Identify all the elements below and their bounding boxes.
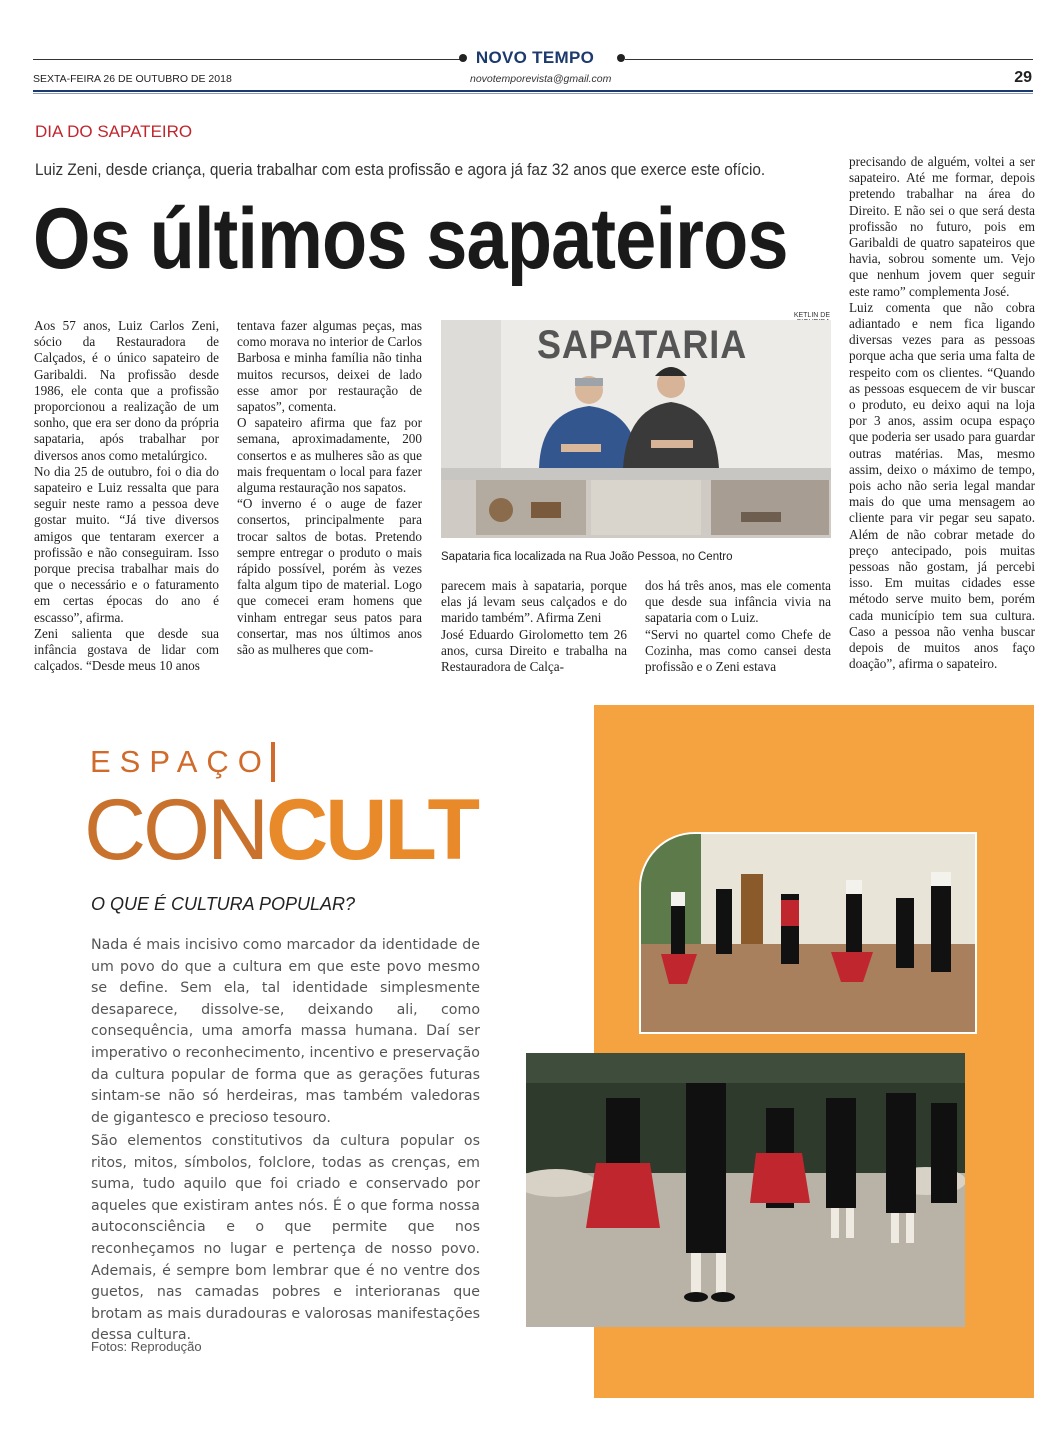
brand-espaco: ESPAÇO: [90, 744, 271, 779]
brand-con: CON: [84, 782, 267, 878]
dance-photo-top-illustration: [641, 834, 975, 1032]
photo-credit: KETLIN DE: [793, 312, 830, 319]
article-column-4: dos há três anos, mas ele comenta que desde sua infância vivia na sapataria com o Luiz. “Servi no quartel como Chefe de Cozinha, mas como cansei desta profissão e o Zeni estava: [645, 578, 831, 675]
brand-divider: [271, 742, 275, 782]
header-rule-right: [625, 59, 1033, 60]
brand-concult: [84, 780, 477, 880]
dance-photo-top: [639, 832, 977, 1034]
section-label: DIA DO SAPATEIRO: [35, 122, 193, 141]
dance-photo-bottom-illustration: [526, 1053, 965, 1327]
shop-sign: SAPATARIA: [537, 323, 748, 367]
header-rule-left: [33, 59, 461, 60]
issue-date: SEXTA-FEIRA 26 DE OUTUBRO DE 2018: [33, 73, 232, 85]
concult-subtitle: O QUE É CULTURA POPULAR?: [91, 894, 356, 914]
brand-cult: CULT: [266, 782, 478, 878]
masthead: NOVO TEMPO: [475, 48, 595, 67]
article-column-5: precisando de alguém, voltei a ser sapateiro. Até me formar, depois pretendo trabalhar na área do Direito. E não sei o que será desta profissão no futuro, pois em Garibaldi de quatro sapateiros que havia, sobrou somente um. Vejo que nenhum jovem quer seguir este ramo” complementa José. Luiz comenta que não cobra adiantado e nem fica ligando diversas vezes para as pessoas porque acha que seria uma falta de respeito com os clientes. “Quando as pessoas esquecem de vir buscar o produto, eu deixo aqui na loja por 3 anos, assim ocupa espaço que poderia ser usado para guardar outras matérias. Mas, mesmo assim, deixo o máximo de tempo, pois acho não seria legal mandar mais do que uma mensagem ao cliente para vir pegar seu sapato. Além de não cobrar metade do preço antecipado, pois muitas pessoas não gostam, já percebi isso. Em muitas cidades esse método serve muito bem, porém cada município tem sua cultura. Caso a pessoa não venha buscar depois de muitos anos faço doação”, afirma o sapateiro.: [849, 154, 1035, 672]
concult-paragraph-1: Nada é mais incisivo como marcador da identidade de um povo do que a cultura em que este povo mesmo se define. Sem ela, tal identidade simplesmente desaparece, dissolve-se, deixando ali, como consequência, uma amorfa massa humana. Daí ser imperativo o reconhecimento, incentivo e preservação da cultura popular de forma que as gerações futuras sintam-se não só herdeiras, mas também valedoras de gigantesco e precioso tesouro.: [91, 937, 480, 1126]
photo-source: Fotos: Reprodução: [91, 1339, 202, 1354]
header-bullet-left: [459, 54, 467, 62]
photo-caption: Sapataria fica localizada na Rua João Pessoa, no Centro: [441, 551, 733, 563]
article-column-3: parecem mais à sapataria, porque elas já levam seus calçados e do marido também”. Afirma Zeni José Eduardo Girolometto tem 26 anos, cursa Direito e trabalha na Restauradora de Calça-: [441, 578, 627, 675]
shop-photo: [441, 320, 831, 538]
article-column-1: Aos 57 anos, Luiz Carlos Zeni, sócio da Restauradora de Calçados, é o único sapateiro de Garibaldi. Na profissão desde 1986, ele conta que a profissão proporcionou a realização de um sonho, que era ser dono da própria sapataria, após trabalhar por diversos anos como metalúrgico. No dia 25 de outubro, foi o dia do sapateiro e Luiz ressalta que para seguir neste ramo a pessoa deve gostar muito. “Já tive diversos amigos que tentaram exercer a profissão e não conseguiram. Isso porque precisa trabalhar mais do que o necessário e o faturamento em certas épocas do ano é escasso”, afirma. Zeni salienta que desde sua infância gostava de lidar com calçados. “Desde meus 10 anos: [34, 318, 219, 674]
page-number: 29: [1014, 69, 1032, 86]
article-lead: Luiz Zeni, desde criança, queria trabalhar com esta profissão e agora já faz 32 anos que exerce este ofício.: [35, 161, 766, 179]
header-underline-thin: [33, 93, 1033, 94]
headline: Os últimos sapateiros: [33, 191, 788, 287]
header-underline: [33, 90, 1033, 92]
dance-photo-bottom: [526, 1053, 965, 1327]
article-column-2: tentava fazer algumas peças, mas como morava no interior de Carlos Barbosa e minha família não tinha muitos recursos, deixei de lado esse amor por restauração de sapatos”, comenta. O sapateiro afirma que faz por semana, aproximadamente, 200 consertos e as mulheres são as que mais frequentam o local para fazer alguma restauração nos sapatos. “O inverno é o auge de fazer consertos, principalmente para trocar saltos de botas. Pretendo sempre entregar o produto o mais rápido possível, porém às vezes falta algum tipo de material. Logo que comecei eram homens que vinham entregar seus patos para consertar, mas nos últimos anos são as mulheres que com-: [237, 318, 422, 658]
concult-paragraph-2: São elementos constitutivos da cultura popular os ritos, mitos, símbolos, folclore, todas as crenças, em suma, tudo aquilo que foi criado e conservado por aqueles que existiram antes nós. É o que forma nossa autoconsciência e o que permite que nos reconheçamos no lugar e pertença de nosso povo. Ademais, é sempre bom lembrar que é no ventre dos guetos, nas camadas pobres e interioranas que brotam as mais duradouras e valorosas manifestações dessa cultura.: [91, 1133, 480, 1344]
contact-email: novotemporevista@gmail.com: [470, 73, 612, 85]
header-bullet-right: [617, 54, 625, 62]
